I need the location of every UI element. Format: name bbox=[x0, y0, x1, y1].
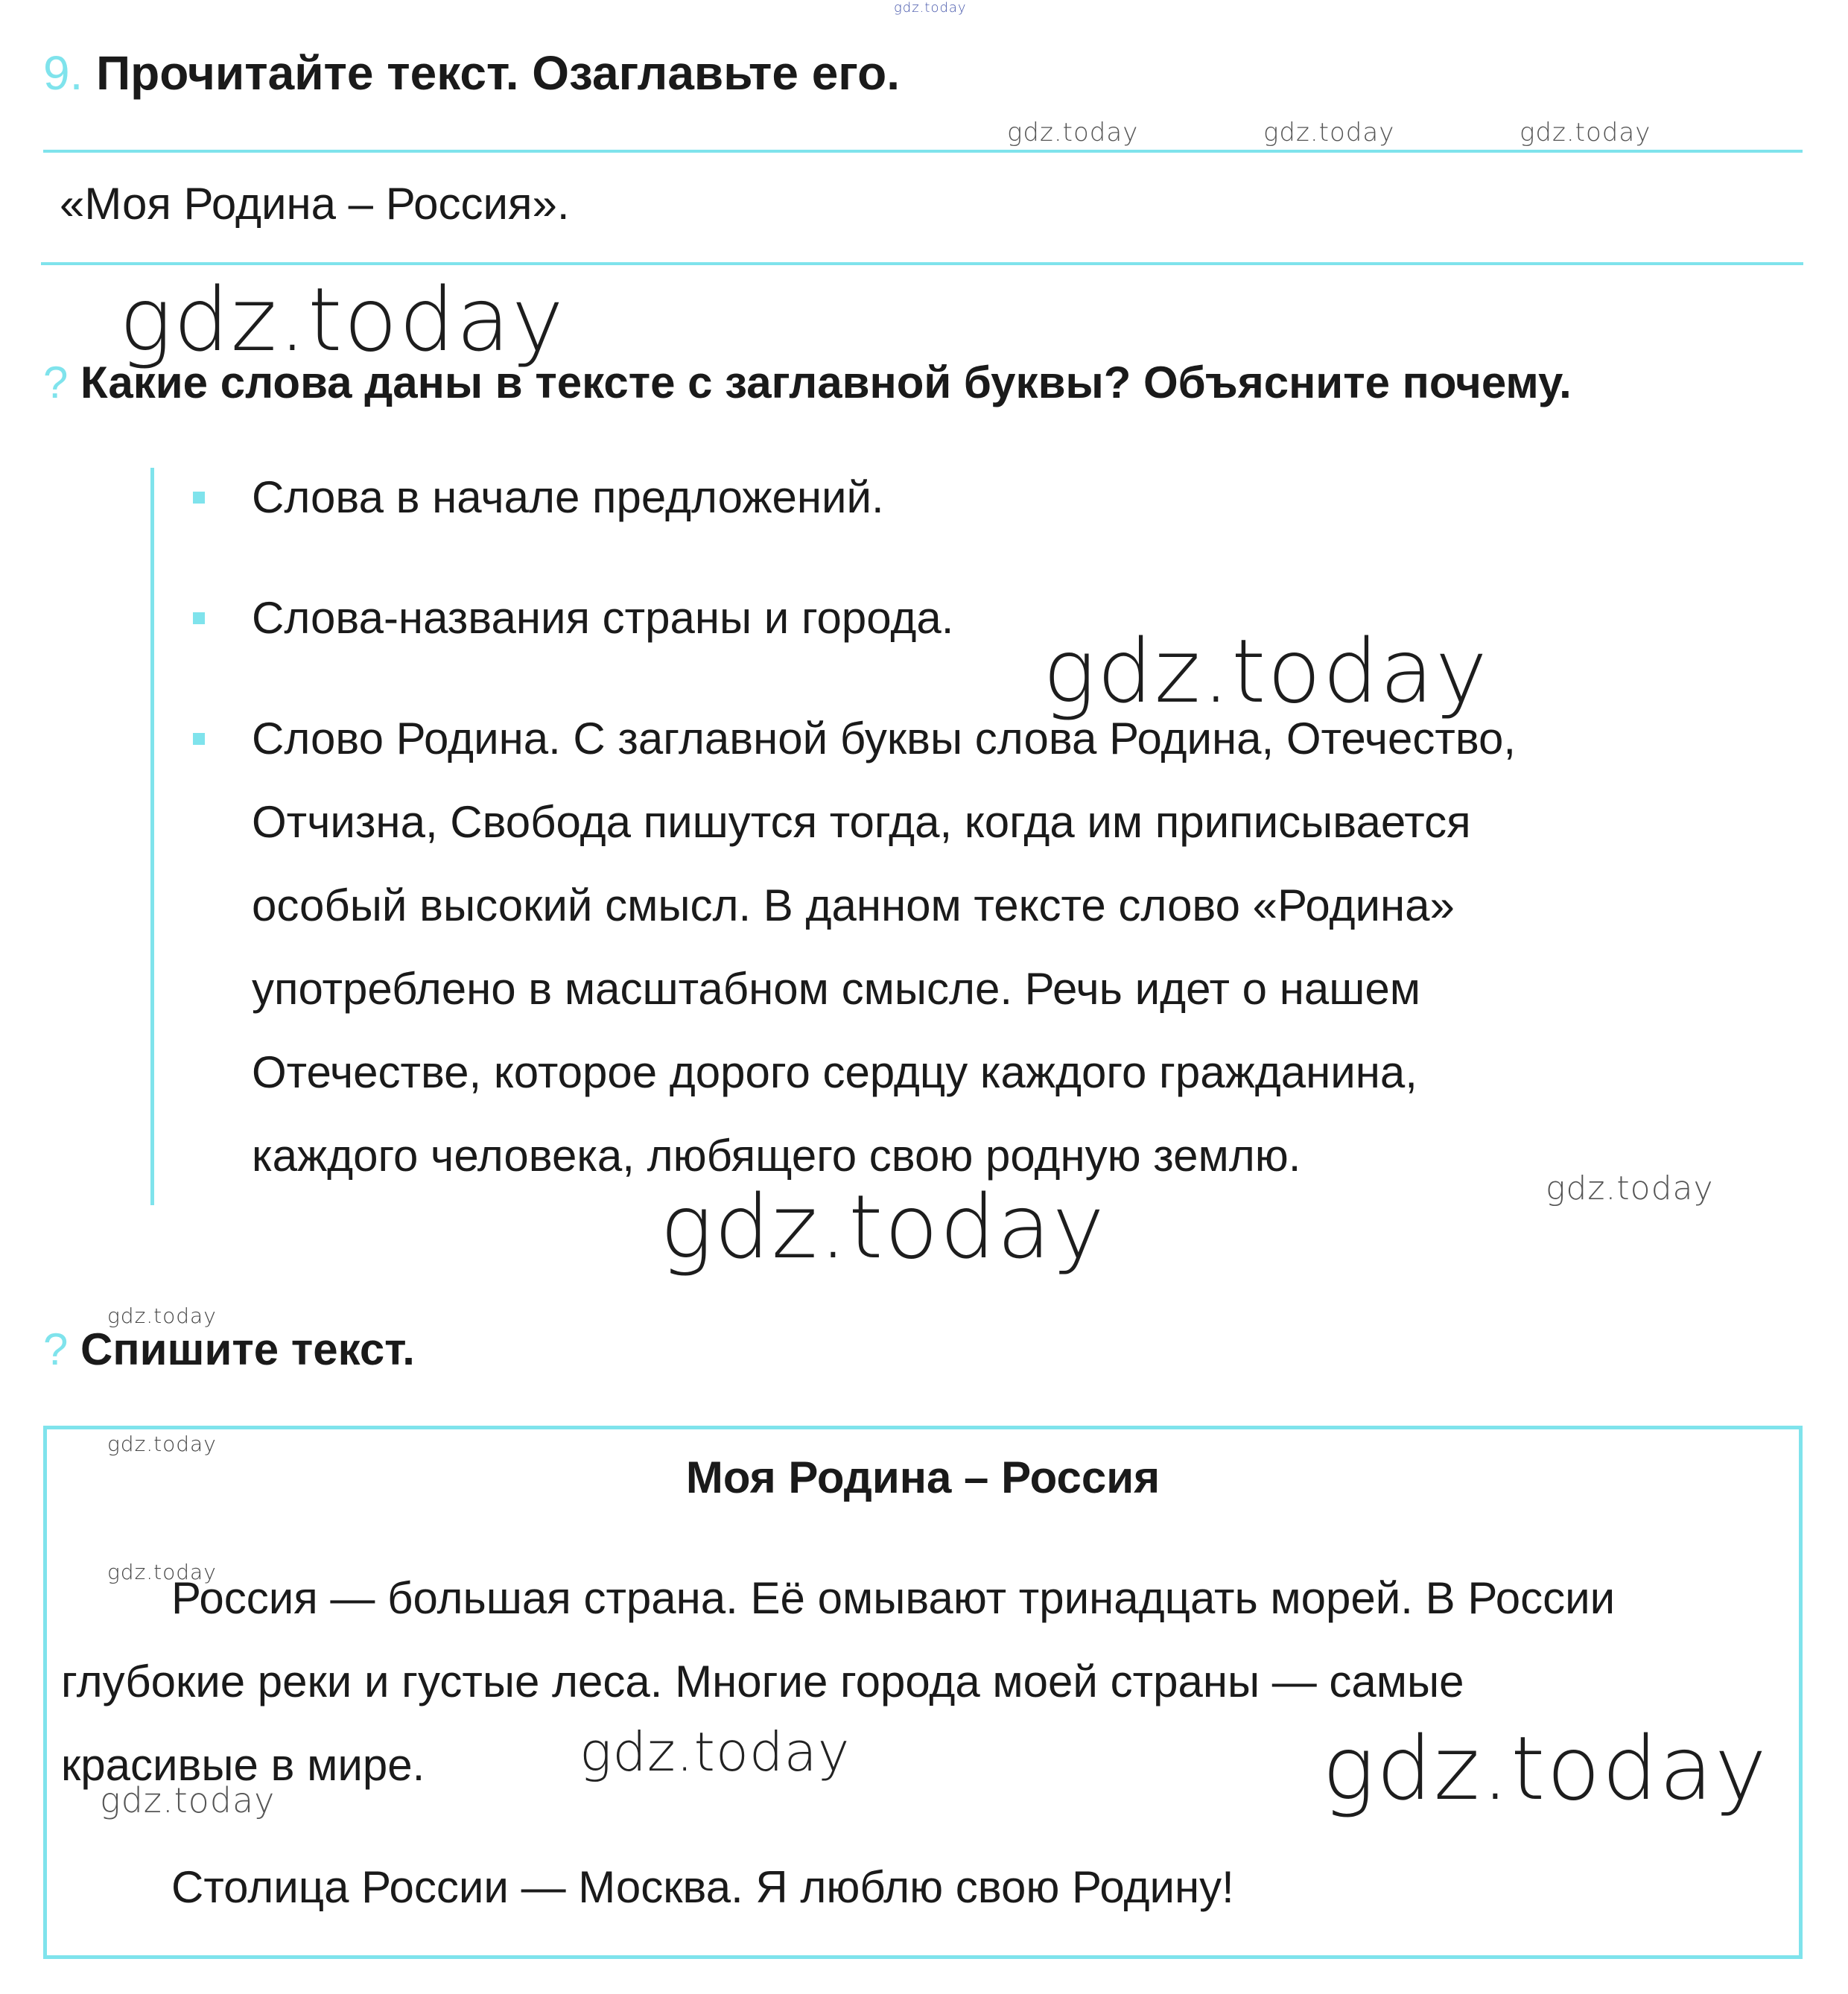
list-item-continuation: Отечестве, которое дорого сердцу каждого гражданина, bbox=[252, 1047, 1417, 1097]
watermark-text: gdz.today bbox=[107, 1560, 217, 1584]
exercise-number: 9. bbox=[43, 46, 83, 100]
watermark-text: gdz.today bbox=[107, 1432, 217, 1456]
divider-bottom bbox=[41, 262, 1803, 265]
list-item: Слова-названия страны и города. bbox=[252, 593, 954, 643]
paragraph-line: Столица России — Москва. Я люблю свою Родину! bbox=[171, 1862, 1234, 1912]
watermark-text: gdz.today bbox=[119, 268, 565, 371]
watermark-text: gdz.today bbox=[107, 1304, 217, 1328]
list-item: Слова в начале предложений. bbox=[252, 472, 884, 522]
bullet-list-bar bbox=[150, 468, 154, 1205]
list-item: Слово Родина. С заглавной буквы слова Родина, Отечество, bbox=[252, 714, 1517, 763]
list-item-continuation: особый высокий смысл. В данном тексте слово «Родина» bbox=[252, 880, 1455, 930]
question-heading bbox=[43, 1320, 415, 1379]
question-mark-icon: ? bbox=[43, 358, 69, 407]
watermark-text: gdz.today bbox=[1263, 118, 1395, 147]
watermark-text: gdz.today bbox=[1520, 118, 1651, 147]
watermark-text: gdz.today bbox=[100, 1780, 276, 1820]
divider-top bbox=[43, 150, 1803, 153]
watermark-text: gdz.today bbox=[1007, 118, 1139, 147]
watermark-logo: gdz.today bbox=[894, 0, 967, 16]
exercise-instruction: Прочитайте текст. Озаглавьте его. bbox=[96, 46, 900, 100]
question-text: Спишите текст. bbox=[80, 1324, 415, 1374]
paragraph-line: глубокие реки и густые леса. Многие города моей страны — самые bbox=[61, 1657, 1464, 1706]
list-item-continuation: каждого человека, любящего свою родную землю. bbox=[252, 1131, 1301, 1181]
watermark-text: gdz.today bbox=[1322, 1717, 1768, 1820]
watermark-text: gdz.today bbox=[1043, 620, 1489, 723]
watermark-text: gdz.today bbox=[1546, 1169, 1714, 1207]
exercise-heading bbox=[43, 43, 900, 103]
copied-text-title: Моя Родина – Россия bbox=[685, 1452, 1160, 1502]
list-item-continuation: Отчизна, Свобода пишутся тогда, когда им приписывается bbox=[252, 797, 1471, 847]
bullet-marker bbox=[193, 492, 205, 504]
question-mark-icon: ? bbox=[43, 1324, 69, 1374]
paragraph-line: красивые в мире. bbox=[61, 1740, 425, 1790]
bullet-marker bbox=[193, 733, 205, 745]
bullet-marker bbox=[193, 612, 205, 624]
question-text: Какие слова даны в тексте с заглавной буквы? Объясните почему. bbox=[80, 358, 1572, 407]
list-item-continuation: употреблено в масштабном смысле. Речь идет о нашем bbox=[252, 964, 1420, 1014]
watermark-text: gdz.today bbox=[660, 1175, 1106, 1278]
question-heading bbox=[43, 353, 1572, 413]
answer-title: «Моя Родина – Россия». bbox=[60, 179, 570, 229]
paragraph-line: Россия — большая страна. Её омывают тринадцать морей. В России bbox=[171, 1573, 1616, 1623]
watermark-text: gdz.today bbox=[580, 1721, 851, 1783]
